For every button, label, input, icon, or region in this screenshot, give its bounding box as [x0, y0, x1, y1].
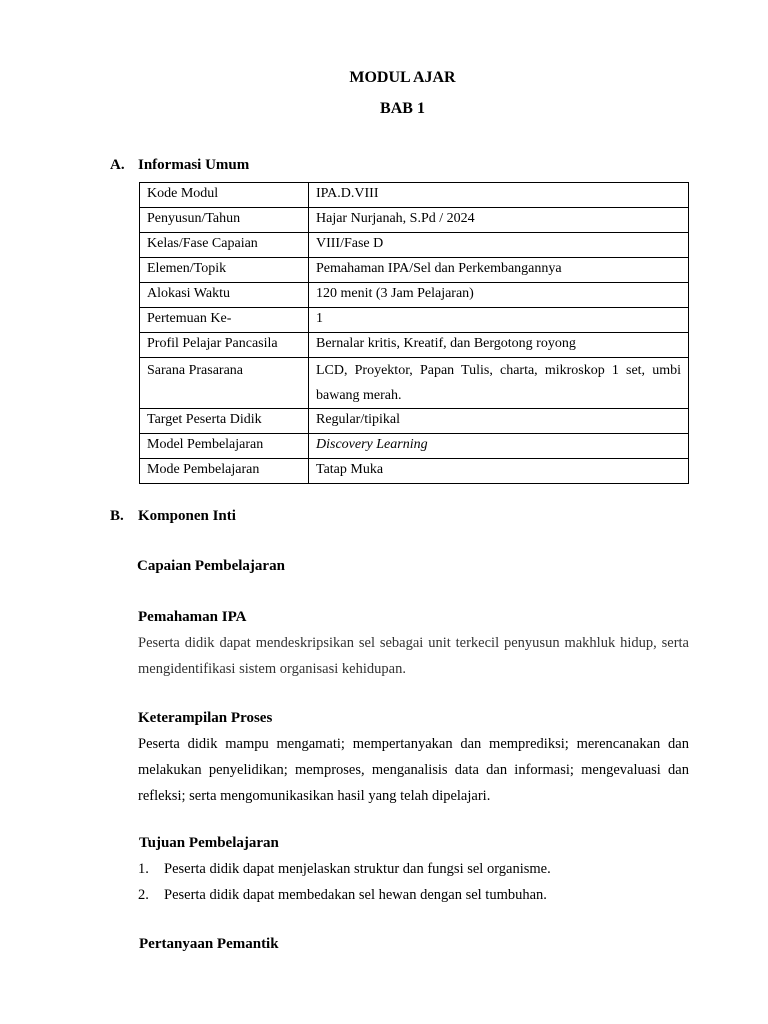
table-row	[140, 358, 689, 409]
chapter-title: BAB 1	[380, 100, 425, 117]
list-item-text: Peserta didik dapat membedakan sel hewan dengan sel tumbuhan.	[164, 887, 547, 903]
list-item	[138, 856, 551, 882]
row-key: Pertemuan Ke-	[140, 308, 309, 333]
row-value: IPA.D.VIII	[309, 183, 689, 208]
row-key: Profil Pelajar Pancasila	[140, 333, 309, 358]
row-value: 120 menit (3 Jam Pelajaran)	[309, 283, 689, 308]
row-value: Pemahaman IPA/Sel dan Perkembangannya	[309, 258, 689, 283]
list-item-number: 2.	[138, 887, 149, 903]
row-key: Alokasi Waktu	[140, 283, 309, 308]
list-item-text: Peserta didik dapat menjelaskan struktur dan fungsi sel organisme.	[164, 861, 551, 877]
table-row	[140, 459, 689, 484]
table-row	[140, 283, 689, 308]
table-row	[140, 208, 689, 233]
capaian-heading: Capaian Pembelajaran	[137, 558, 285, 574]
tujuan-list	[138, 856, 551, 908]
section-b-letter: B.	[110, 508, 124, 524]
table-row	[140, 409, 689, 434]
row-value: Hajar Nurjanah, S.Pd / 2024	[309, 208, 689, 233]
row-value: Tatap Muka	[309, 459, 689, 484]
row-value: LCD, Proyektor, Papan Tulis, charta, mikroskop 1 set, umbi bawang merah.	[309, 358, 689, 409]
row-value: VIII/Fase D	[309, 233, 689, 258]
section-b-heading	[110, 508, 236, 525]
row-value: 1	[309, 308, 689, 333]
row-value: Bernalar kritis, Kreatif, dan Bergotong royong	[309, 333, 689, 358]
section-a-text: Informasi Umum	[138, 157, 250, 173]
table-row	[140, 308, 689, 333]
pertanyaan-heading: Pertanyaan Pemantik	[139, 936, 279, 952]
row-key: Sarana Prasarana	[140, 358, 309, 409]
pemahaman-heading: Pemahaman IPA	[138, 609, 247, 625]
row-key: Penyusun/Tahun	[140, 208, 309, 233]
section-a-heading	[110, 157, 249, 174]
row-key: Kelas/Fase Capaian	[140, 233, 309, 258]
row-key: Kode Modul	[140, 183, 309, 208]
tujuan-heading: Tujuan Pembelajaran	[139, 835, 279, 851]
table-row	[140, 333, 689, 358]
table-row	[140, 233, 689, 258]
section-a-letter: A.	[110, 157, 125, 173]
row-key: Elemen/Topik	[140, 258, 309, 283]
info-table	[139, 182, 689, 484]
keterampilan-text: Peserta didik mampu mengamati; mempertanyakan dan memprediksi; merencanakan dan melakukan penyelidikan; memproses, menganalisis data dan informasi; mengevaluasi dan refleksi; serta mengomunikasikan hasil yang telah dipelajari.	[138, 736, 689, 804]
table-row	[140, 183, 689, 208]
row-key: Model Pembelajaran	[140, 434, 309, 459]
row-value: Regular/tipikal	[309, 409, 689, 434]
list-item	[138, 882, 551, 908]
document-title: MODUL AJAR	[349, 69, 456, 86]
row-key: Mode Pembelajaran	[140, 459, 309, 484]
row-key: Target Peserta Didik	[140, 409, 309, 434]
table-row	[140, 434, 689, 459]
row-value: Discovery Learning	[309, 434, 689, 459]
list-item-number: 1.	[138, 861, 149, 877]
table-row	[140, 258, 689, 283]
section-b-text: Komponen Inti	[138, 508, 236, 524]
pemahaman-text: Peserta didik dapat mendeskripsikan sel sebagai unit terkecil penyusun makhluk hidup, serta mengidentifikasi sistem organisasi kehidupan.	[138, 635, 689, 677]
keterampilan-heading: Keterampilan Proses	[138, 710, 273, 726]
